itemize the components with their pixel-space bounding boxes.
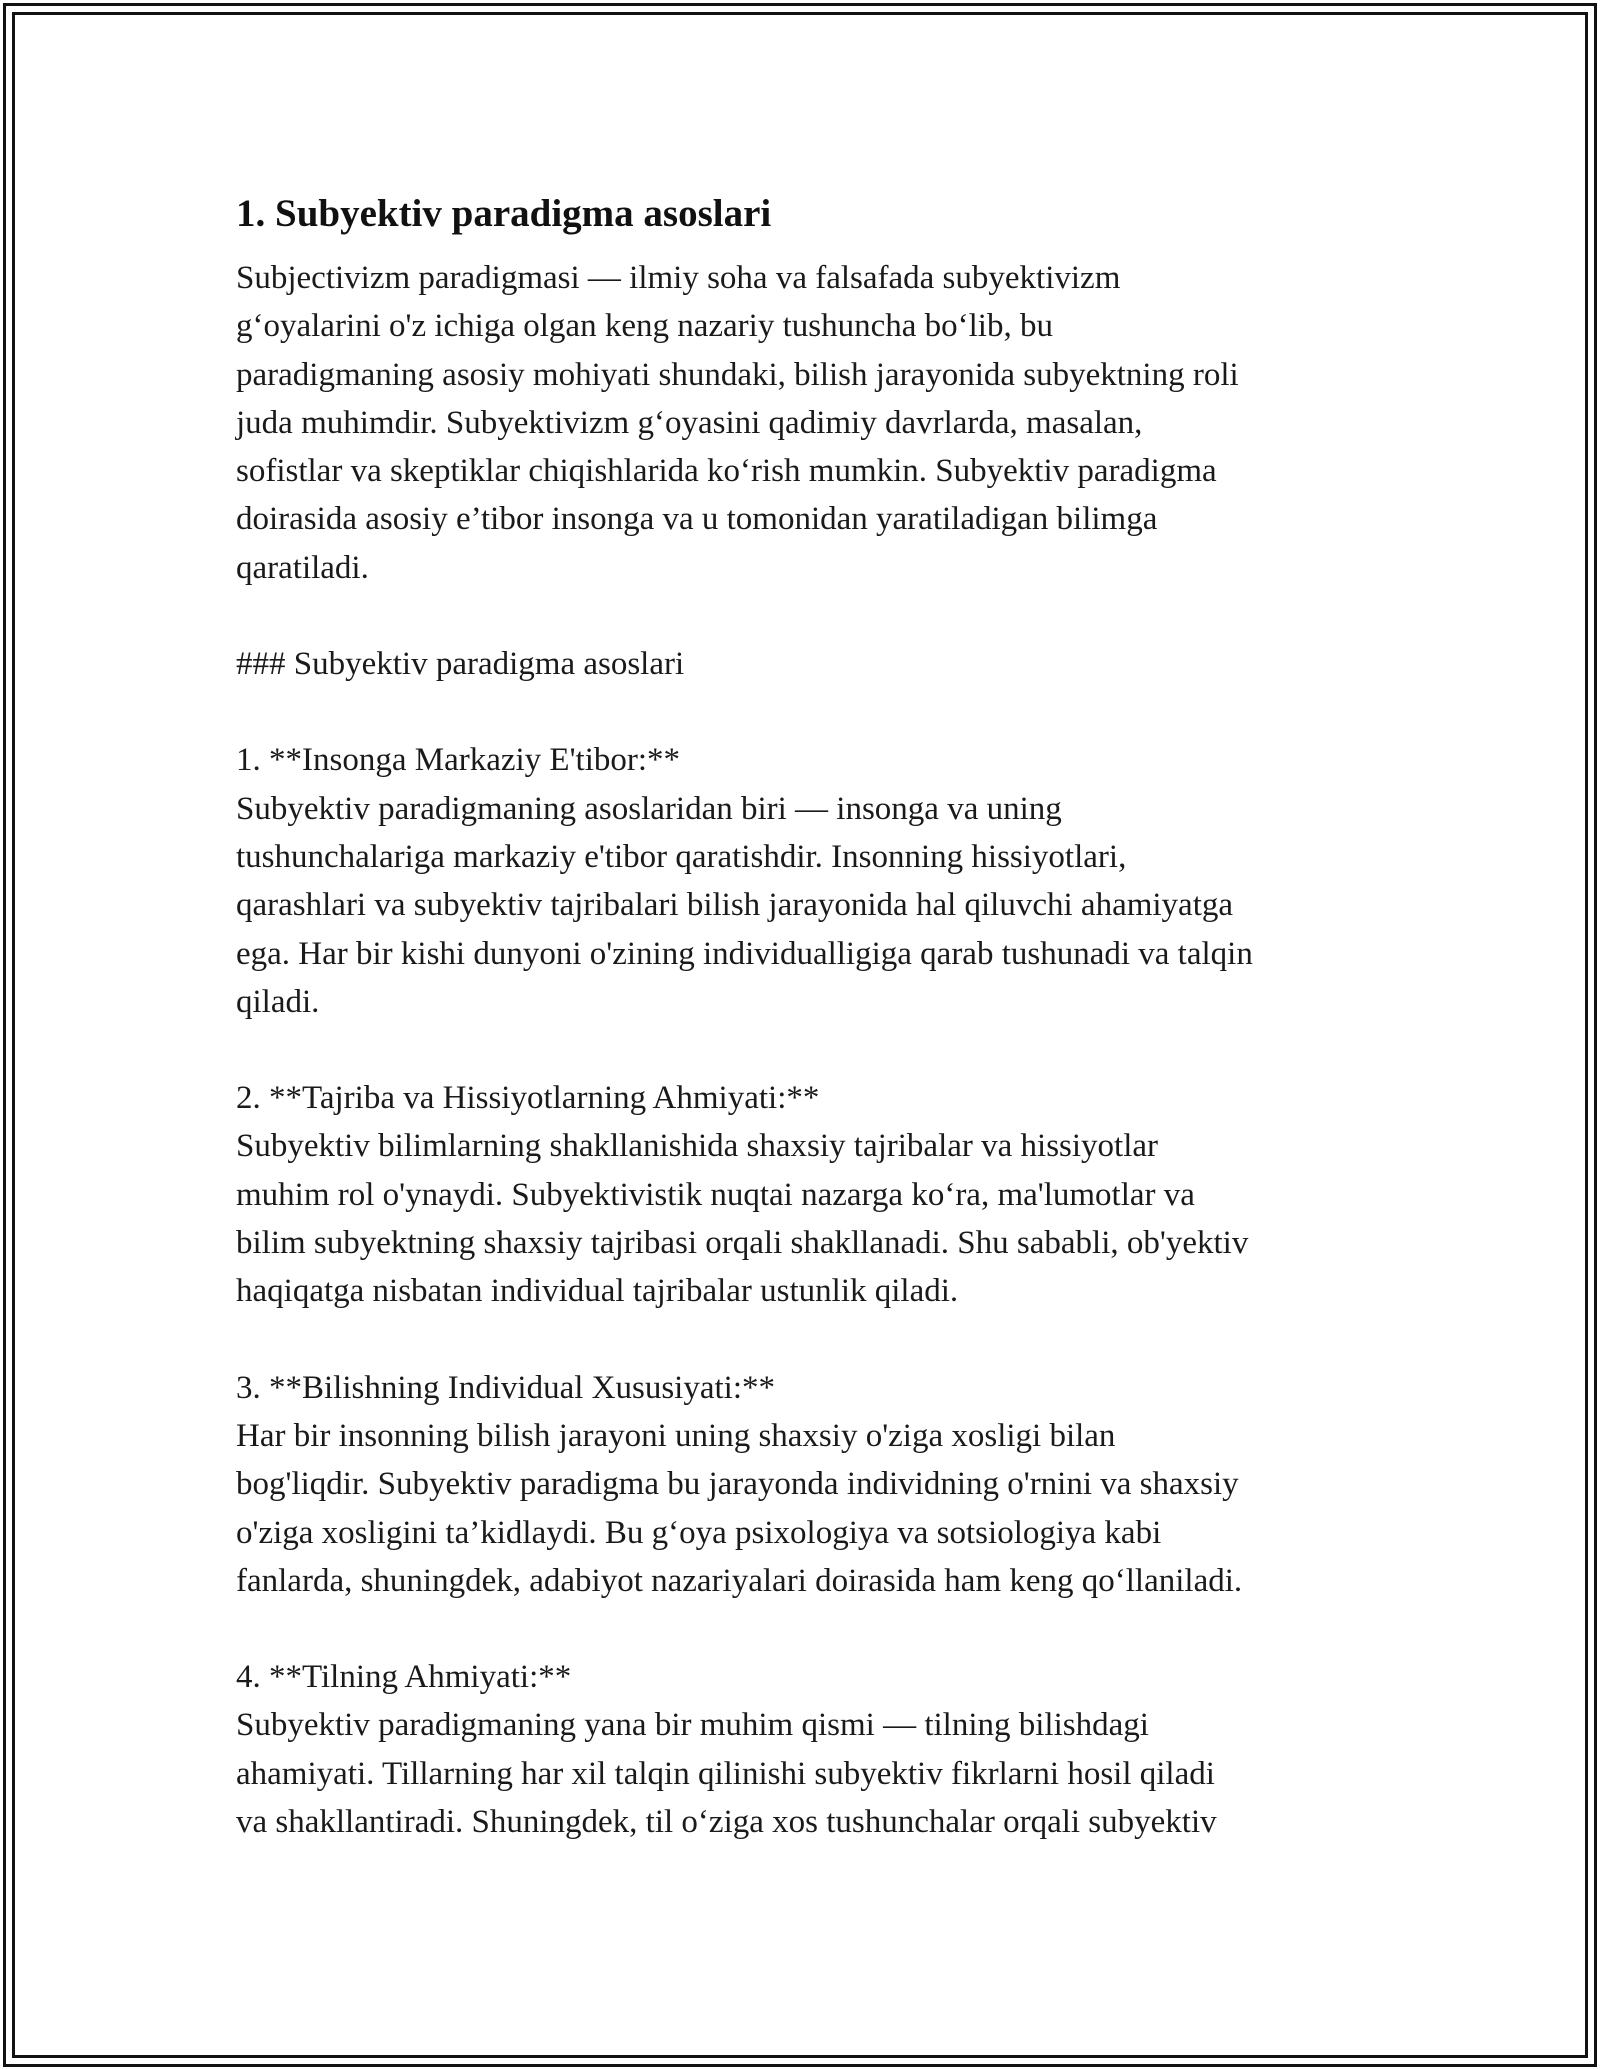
document-content [236,186,1366,1846]
list-item-body: Subyektiv paradigmaning asoslaridan biri — insonga va uning tushunchalariga markaziy e'tibor qaratishdir. Insonning hissiyotlari, qarashlari va subyektiv tajribalari bilish jarayonida hal qiluvchi ahamiyatga ega. Har bir kishi dunyoni o'zining individualligiga qarab tushunadi va talqin qiladi. [236,790,1253,1020]
list-item-body: Subyektiv paradigmaning yana bir muhim qismi — tilning bilishdagi ahamiyati. Tillarning har xil talqin qilinishi subyektiv fikrlarni hosil qiladi va shakllantiradi. Shuningdek, til o‘ziga xos tushunchalar orqali subyektiv [236,1707,1217,1841]
list-item-title: 4. **Tilning Ahmiyati:** [236,1659,572,1696]
list-item [236,1074,1366,1315]
list-item [236,736,1366,1026]
list-item [236,1364,1366,1605]
list-item-title: 2. **Tajriba va Hissiyotlarning Ahmiyati:** [236,1080,820,1117]
list-item-body: Har bir insonning bilish jarayoni uning shaxsiy o'ziga xosligi bilan bog'liqdir. Subyektiv paradigma bu jarayonda individning o'rnini va shaxsiy o'ziga xosligini ta’kidlaydi. Bu g‘oya psixologiya va sotsiologiya kabi fanlarda, shuningdek, adabiyot nazariyalari doirasida ham keng qo‘llaniladi. [236,1417,1243,1599]
document-title: 1. Subyektiv paradigma asoslari [236,192,772,235]
list-item-title: 3. **Bilishning Individual Xususiyati:** [236,1369,776,1406]
intro-paragraph: Subjectivizm paradigmasi — ilmiy soha va falsafada subyektivizm g‘oyalarini o'z ichiga olgan keng nazariy tushuncha bo‘lib, bu paradigmaning asosiy mohiyati shundaki, bilish jarayonida subyektning roli juda muhimdir. Subyektivizm g‘oyasini qadimiy davrlarda, masalan, sofistlar va skeptiklar chiqishlarida ko‘rish mumkin. Subyektiv paradigma doirasida asosiy e’tibor insonga va u tomonidan yaratiladigan bilimga qaratiladi. [236,260,1239,586]
list-item-body: Subyektiv bilimlarning shakllanishida shaxsiy tajribalar va hissiyotlar muhim rol o'ynaydi. Subyektivistik nuqtai nazarga ko‘ra, ma'lumotlar va bilim subyektning shaxsiy tajribasi orqali shakllanadi. Shu sababli, ob'yektiv haqiqatga nisbatan individual tajribalar ustunlik qiladi. [236,1128,1249,1310]
list-item [236,1653,1366,1846]
list-item-title: 1. **Insonga Markaziy E'tibor:** [236,742,681,779]
section-subheading: ### Subyektiv paradigma asoslari [236,646,685,683]
